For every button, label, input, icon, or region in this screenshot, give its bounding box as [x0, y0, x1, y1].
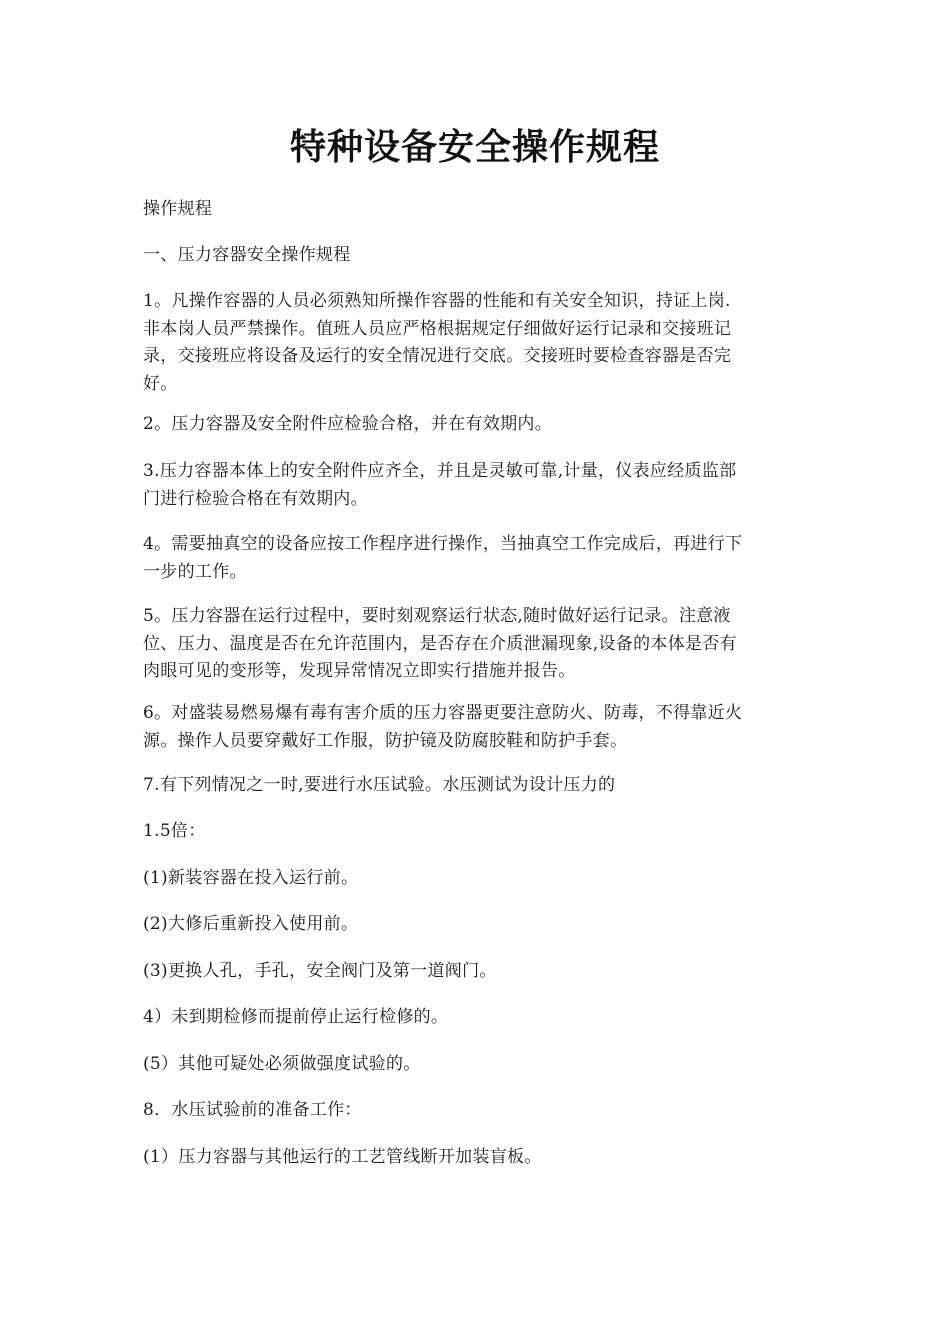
- text-line: 非本岗人员严禁操作。值班人员应严格根据规定仔细做好运行记录和交接班记: [143, 318, 732, 339]
- text-line: 一、压力容器安全操作规程: [143, 245, 351, 265]
- document-title: 特种设备安全操作规程: [289, 127, 660, 168]
- text-line: 位、压力、温度是否在允许范围内，是否存在介质泄漏现象,设备的本体是否有: [143, 633, 737, 654]
- paragraph-item-3: [143, 458, 808, 513]
- text-line: 操作规程: [143, 199, 213, 219]
- text-line: 4）未到期检修而提前停止运行检修的。: [143, 1007, 449, 1027]
- text-line: (1）压力容器与其他运行的工艺管线断开加装盲板。: [143, 1147, 542, 1167]
- text-line: (1)新装容器在投入运行前。: [143, 868, 359, 888]
- text-line: (2)大修后重新投入使用前。: [143, 914, 359, 934]
- text-line: 3.压力容器本体上的安全附件应齐全，并且是灵敏可靠,计量，仪表应经质监部: [143, 461, 737, 481]
- paragraph-item-5: [143, 603, 808, 686]
- paragraph-item-1: [143, 288, 808, 398]
- list-item-sub-5: [143, 1051, 808, 1079]
- text-line: 门进行检验合格在有效期内。: [143, 488, 368, 509]
- text-line: 8．水压试验前的准备工作：: [143, 1100, 362, 1120]
- paragraph-item-2: [143, 411, 808, 439]
- list-item-sub-3: [143, 958, 808, 986]
- paragraph-pressure-ratio: [143, 818, 808, 846]
- text-line: 一步的工作。: [143, 561, 247, 582]
- list-item-sub-2: [143, 911, 808, 939]
- text-line: 1.5倍：: [143, 821, 206, 841]
- text-line: 6。对盛装易燃易爆有毒有害介质的压力容器更要注意防火、防毒，不得靠近火: [143, 703, 743, 723]
- text-line: (5）其他可疑处必须做强度试验的。: [143, 1054, 421, 1074]
- list-item-sub-4: [143, 1004, 808, 1032]
- list-item-sub-1: [143, 865, 808, 893]
- paragraph-item-4: [143, 531, 808, 586]
- paragraph-heading-operation: [143, 196, 808, 224]
- paragraph-item-8: [143, 1097, 808, 1125]
- text-line: 7.有下列情况之一时,要进行水压试验。水压测试为设计压力的: [143, 775, 616, 795]
- paragraph-item-7: [143, 772, 808, 800]
- text-line: 2。压力容器及安全附件应检验合格，并在有效期内。: [143, 414, 553, 434]
- paragraph-item-6: [143, 700, 808, 755]
- text-line: (3)更换人孔，手孔，安全阀门及第一道阀门。: [143, 961, 497, 981]
- text-line: 好。: [143, 373, 178, 394]
- text-line: 录，交接班应将设备及运行的安全情况进行交底。交接班时要检查容器是否完: [143, 346, 732, 366]
- list-item-prep-1: [143, 1144, 808, 1172]
- text-line: 肉眼可见的变形等，发现异常情况立即实行措施并报告。: [143, 661, 576, 681]
- text-line: 1。凡操作容器的人员必须熟知所操作容器的性能和有关安全知识，持证上岗.: [143, 291, 731, 311]
- text-line: 源。操作人员要穿戴好工作服，防护镜及防腐胶鞋和防护手套。: [143, 730, 628, 751]
- text-line: 4。需要抽真空的设备应按工作程序进行操作，当抽真空工作完成后，再进行下: [143, 534, 743, 554]
- section-heading-pressure-vessel: [143, 242, 808, 270]
- text-line: 5。压力容器在运行过程中，要时刻观察运行状态,随时做好运行记录。注意液: [143, 606, 731, 626]
